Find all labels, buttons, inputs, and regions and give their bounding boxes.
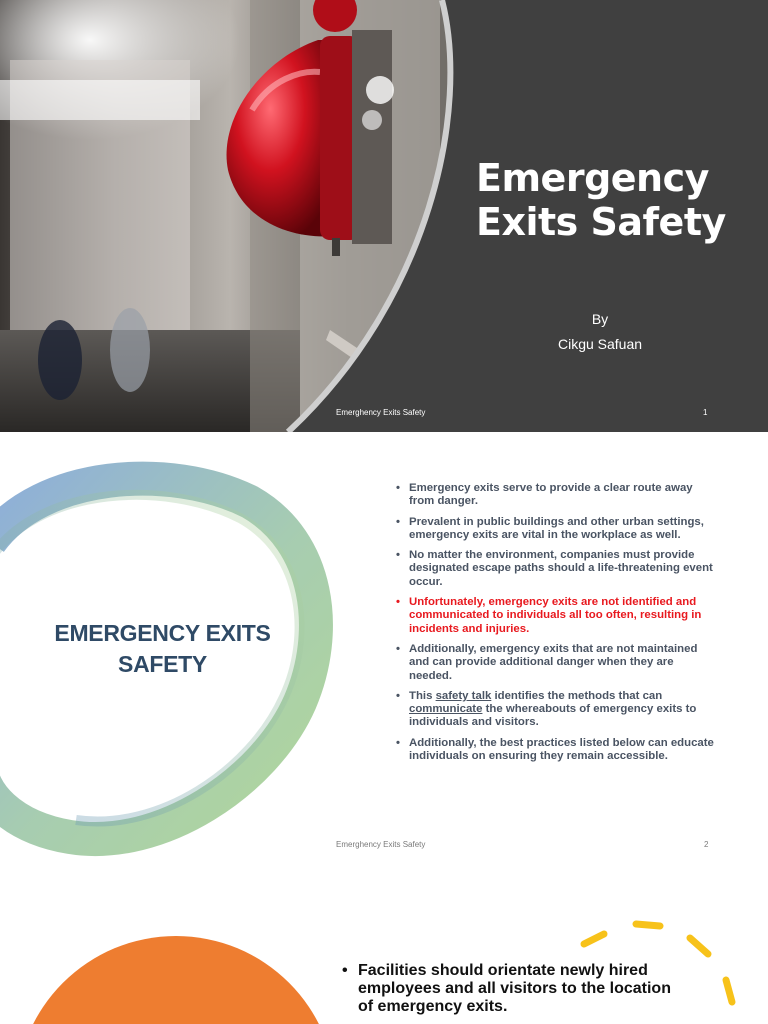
bullet-text: This [409, 689, 436, 702]
section-title [40, 618, 285, 680]
communicate-link[interactable]: communicate [409, 703, 483, 716]
bullet-text: the whereabouts of emergency exits to individuals and visitors. [409, 703, 697, 729]
bullet-item: • Emergency exits serve to provide a clear route away from danger. [396, 482, 716, 509]
section-title-line2: SAFETY [118, 651, 207, 677]
slide-title [476, 156, 756, 244]
slide-footer: Emerghency Exits Safety [336, 408, 426, 417]
title-slide [0, 0, 768, 432]
content-slide [0, 432, 768, 864]
section-title-line1: EMERGENCY EXITS [54, 620, 271, 646]
bullet-item-with-links [396, 690, 716, 730]
slide-page-number: 1 [703, 408, 708, 417]
bullet-item: • Prevalent in public buildings and other urban settings, emergency exits are vital in the workplace as well. [396, 516, 716, 543]
slide3-bullet [342, 962, 682, 1016]
bullet-text: identifies the methods that can [491, 689, 663, 702]
slide-page-number: 2 [704, 840, 709, 849]
slide-title-line1: Emergency [476, 156, 709, 200]
slide-footer: Emerghency Exits Safety [336, 840, 426, 849]
safety-talk-link[interactable]: safety talk [435, 689, 492, 702]
bullet-symbol: • [342, 962, 348, 979]
slide3-bullet-text: Facilities should orientate newly hired employees and all visitors to the location of emergency exits. [358, 962, 671, 1015]
slide-title-line2: Exits Safety [476, 200, 726, 244]
byline-label: By [591, 311, 609, 327]
bullet-item: • Additionally, the best practices listed below can educate individuals on ensuring they remain accessible. [396, 737, 716, 764]
bullet-item-highlighted: • Unfortunately, emergency exits are not identified and communicated to individuals all too often, resulting in incidents and injuries. [396, 596, 716, 636]
bullet-list [396, 482, 716, 770]
partial-slide [0, 864, 768, 1024]
bullet-item: • No matter the environment, companies must provide designated escape paths should a life-threatening event occur. [396, 549, 716, 589]
bullet-item: • Additionally, emergency exits that are not maintained and can provide additional danger when they are needed. [396, 643, 716, 683]
author-name: Cikgu Safuan [557, 336, 643, 352]
orange-circle-shape [16, 936, 336, 1024]
